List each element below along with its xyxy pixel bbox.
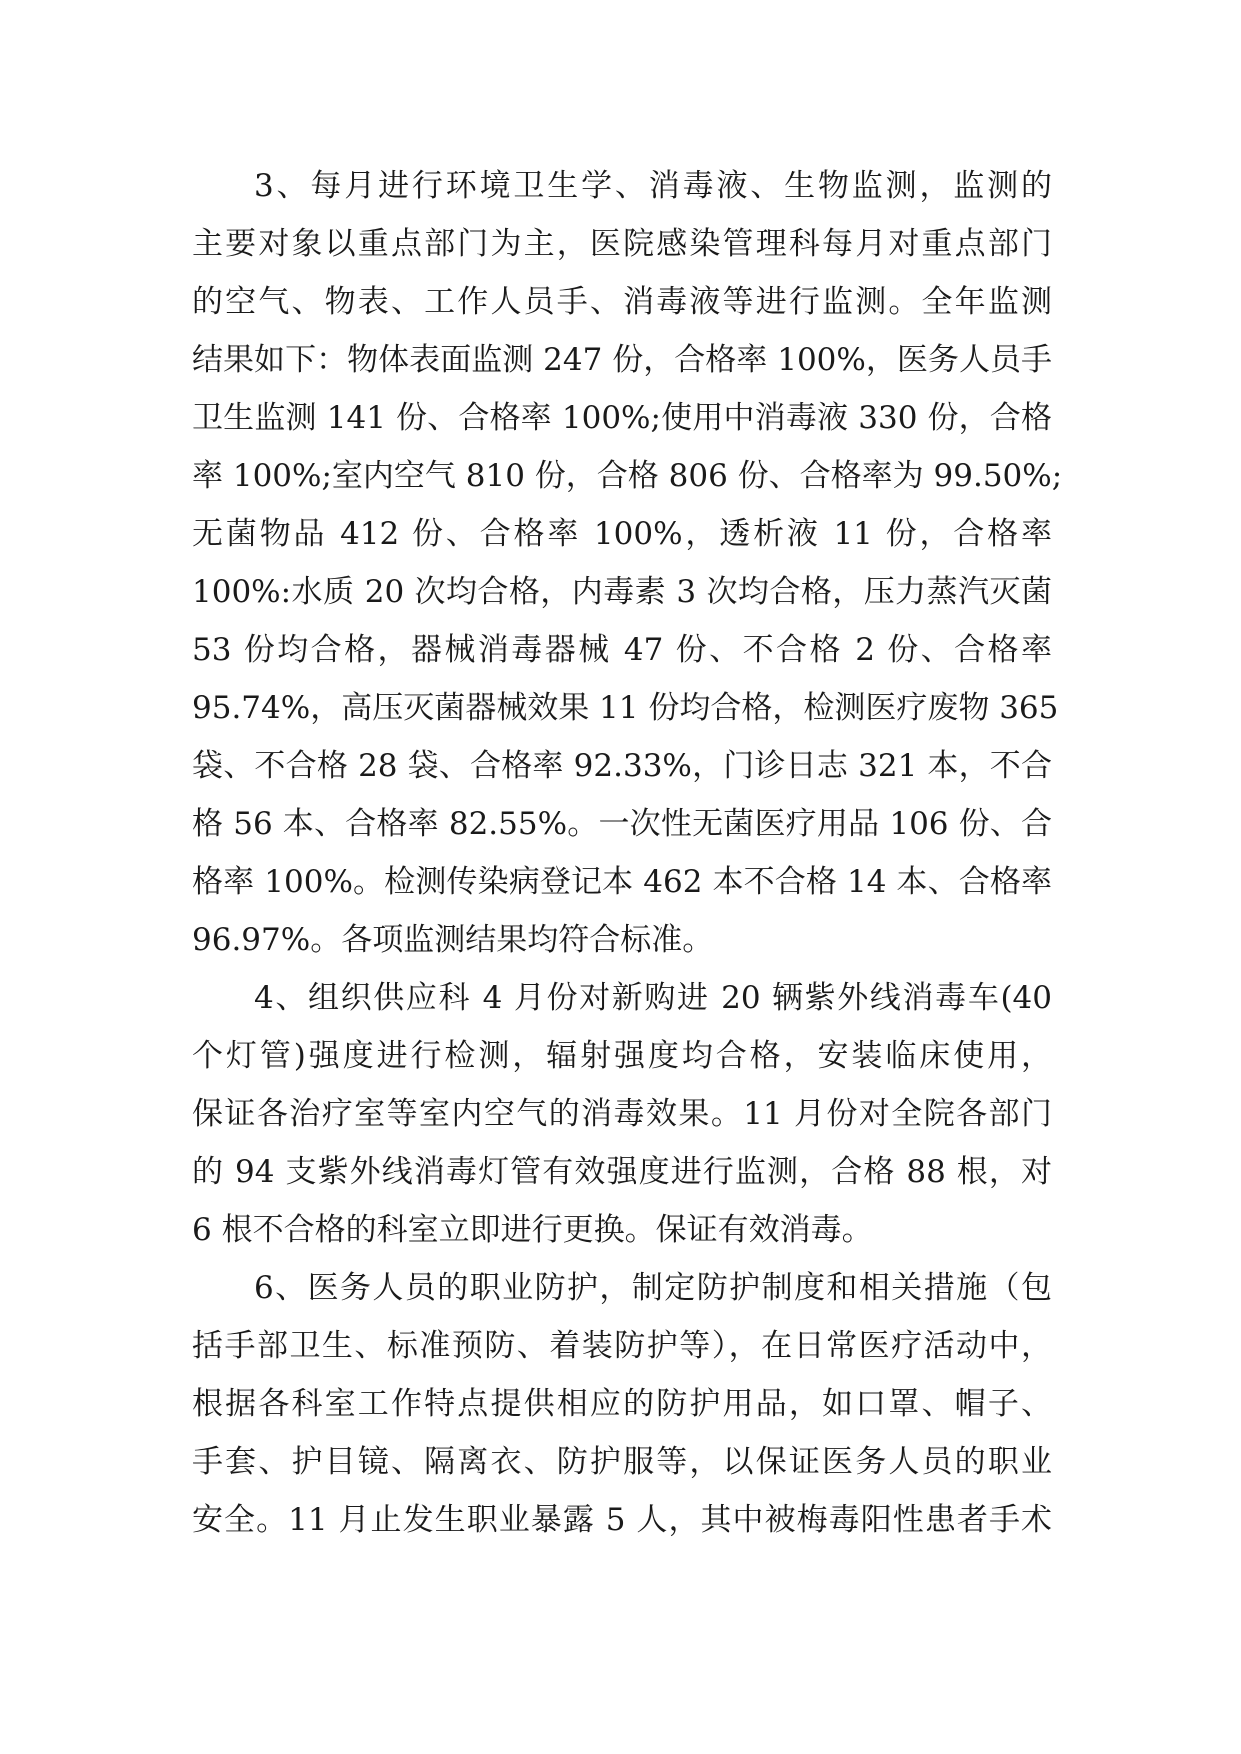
text-line: 手套、护目镜、隔离衣、防护服等，以保证医务人员的职业 [192,1444,1052,1480]
text-line: 的 94 支紫外线消毒灯管有效强度进行监测，合格 88 根，对 [192,1154,1052,1190]
text-line: 6、医务人员的职业防护，制定防护制度和相关措施（包 [254,1270,1052,1306]
text-line: 率 100%;室内空气 810 份，合格 806 份、合格率为 99.50%; [192,458,1063,494]
paragraph-4 [192,969,1052,1259]
text-line: 主要对象以重点部门为主，医院感染管理科每月对重点部门 [192,226,1052,262]
text-line: 袋、不合格 28 袋、合格率 92.33%，门诊日志 321 本，不合 [192,748,1052,784]
text-line: 根据各科室工作特点提供相应的防护用品，如口罩、帽子、 [192,1386,1052,1422]
text-line: 无菌物品 412 份、合格率 100%，透析液 11 份，合格率 [192,516,1052,552]
paragraph-3 [192,157,1063,969]
document-body [192,157,1063,1549]
text-line: 安全。11 月止发生职业暴露 5 人，其中被梅毒阳性患者手术 [192,1502,1052,1538]
text-line: 个灯管)强度进行检测，辐射强度均合格，安装临床使用， [192,1038,1052,1074]
text-line: 4、组织供应科 4 月份对新购进 20 辆紫外线消毒车(40 [254,980,1052,1016]
text-line: 6 根不合格的科室立即进行更换。保证有效消毒。 [192,1212,873,1248]
text-line: 保证各治疗室等室内空气的消毒效果。11 月份对全院各部门 [192,1096,1052,1132]
text-line: 的空气、物表、工作人员手、消毒液等进行监测。全年监测 [192,284,1052,320]
paragraph-6 [192,1259,1052,1549]
text-line: 格率 100%。检测传染病登记本 462 本不合格 14 本、合格率 [192,864,1052,900]
text-line: 96.97%。各项监测结果均符合标准。 [192,922,714,958]
text-line: 卫生监测 141 份、合格率 100%;使用中消毒液 330 份，合格 [192,400,1052,436]
text-line: 格 56 本、合格率 82.55%。一次性无菌医疗用品 106 份、合 [192,806,1052,842]
text-line: 100%:水质 20 次均合格，内毒素 3 次均合格，压力蒸汽灭菌 [192,574,1052,610]
text-line: 结果如下：物体表面监测 247 份，合格率 100%，医务人员手 [192,342,1052,378]
text-line: 3、每月进行环境卫生学、消毒液、生物监测，监测的 [254,168,1052,204]
text-line: 95.74%，高压灭菌器械效果 11 份均合格，检测医疗废物 365 [192,690,1059,726]
text-line: 53 份均合格，器械消毒器械 47 份、不合格 2 份、合格率 [192,632,1052,668]
text-line: 括手部卫生、标准预防、着装防护等），在日常医疗活动中， [192,1328,1052,1364]
